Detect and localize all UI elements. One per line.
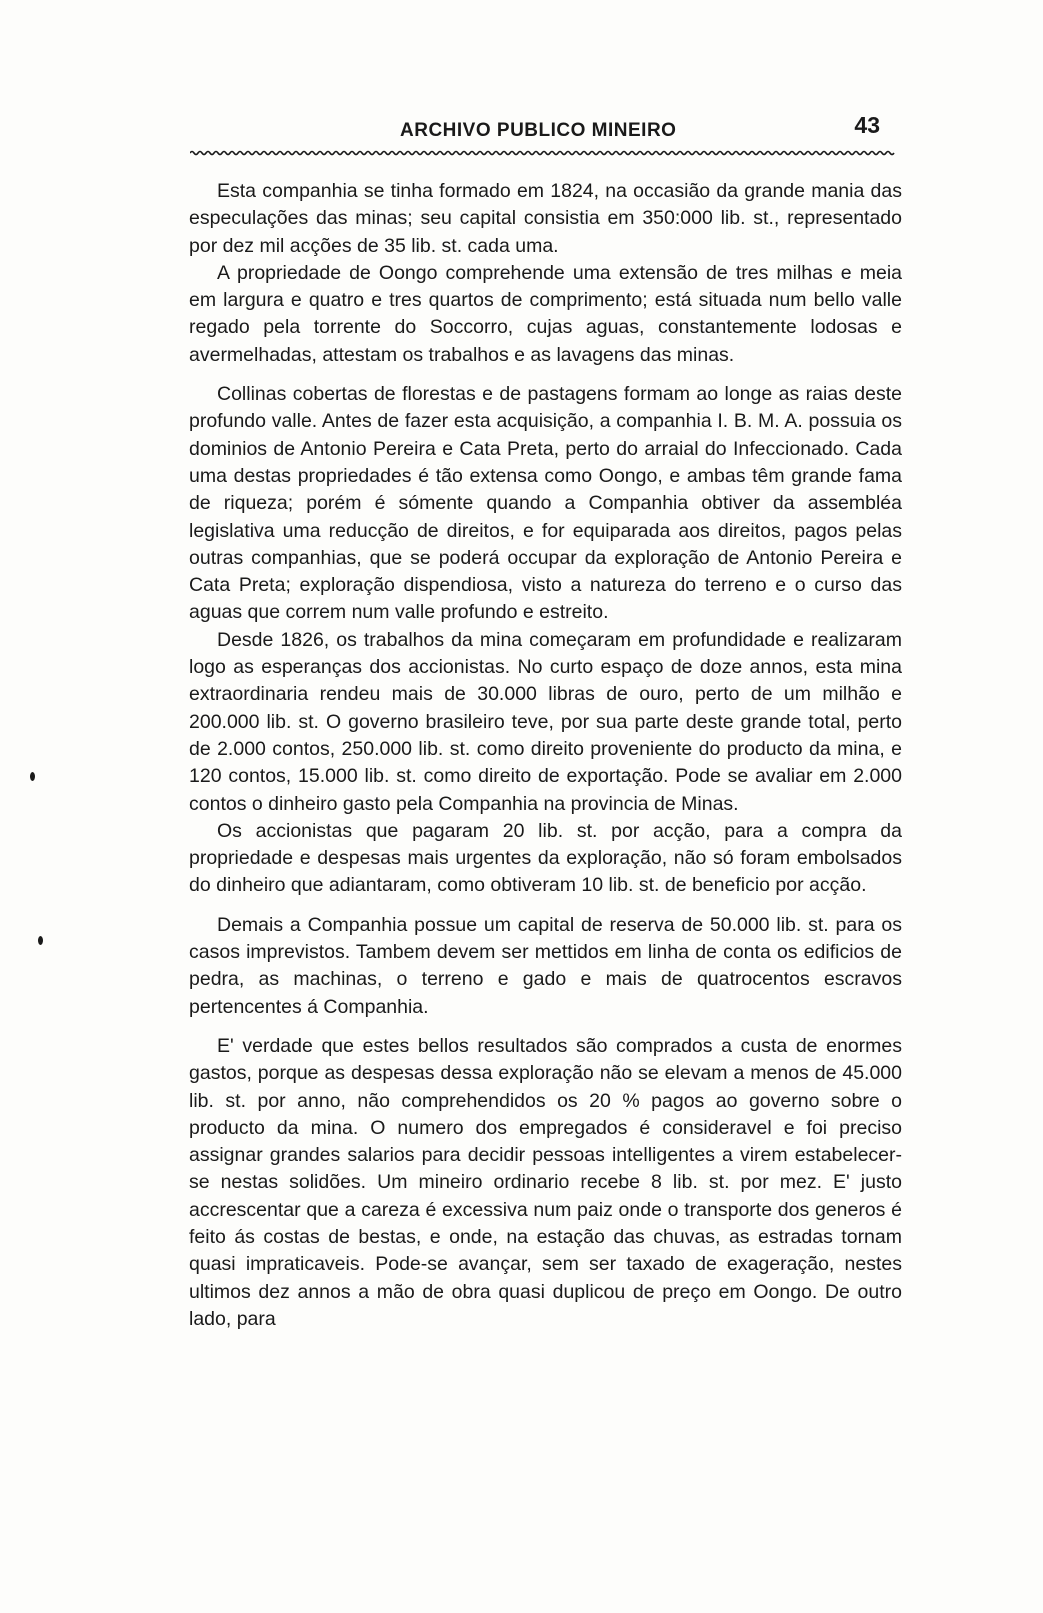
- paragraph: Os accionistas que pagaram 20 lib. st. por acção, para a compra da propriedade e despesas mais urgentes da exploração, não só foram embolsados do dinheiro que adiantaram, como obtiveram 10 lib. st. de beneficio por acção.: [189, 819, 902, 897]
- margin-mark: [38, 936, 43, 945]
- page-number: 43: [854, 112, 880, 138]
- header-rule: [190, 150, 895, 156]
- paragraph: A propriedade de Oongo comprehende uma extensão de tres milhas e meia em largura e quatro e tres quartos de comprimento; está situada num bello valle regado pela torrente do Soccorro, cujas aguas, constantemente lodosas e avermelhadas, attestam os trabalhos e as lavagens das minas.: [189, 261, 902, 366]
- paragraph: Collinas cobertas de florestas e de pastagens formam ao longe as raias deste profundo valle. Antes de fazer esta acquisição, a companhia I. B. M. A. possuia os dominios de Antonio Pereira e Cata Preta, perto do arraial do Infeccionado. Cada uma destas propriedades é tão extensa como Oongo, e ambas têm grande fama de riqueza; porém é sómente quando a Companhia obtiver da assembléa legislativa uma reducção de direitos, e for equiparada aos direitos, pagos pelas outras companhias, que se poderá occupar da exploração de Antonio Pereira e Cata Preta; exploração dispendiosa, visto a natureza do terreno e o curso das aguas que correm num valle profundo e estreito.: [189, 383, 902, 624]
- margin-mark: [30, 772, 35, 781]
- paragraph: E' verdade que estes bellos resultados são comprados a custa de enormes gastos, porque as despesas dessa exploração não se elevam a menos de 45.000 lib. st. por anno, não comprehendidos os 20 % pagos ao governo sobre o producto da mina. O numero dos empregados é consideravel e foi preciso assignar grandes salarios para decidir pessoas intelligentes a virem estabelecer-se nestas solidões. Um mineiro ordinario recebe 8 lib. st. por mez. E' justo accrescentar que a careza é excessiva num paiz onde o transporte dos generos é feito ás costas de bestas, e onde, na estação das chuvas, as estradas tornam quasi impraticaveis. Pode-se avançar, sem ser taxado de exageração, nestes ultimos dez annos a mão de obra quasi duplicou de preço em Oongo. De outro lado, para: [189, 1034, 902, 1330]
- header-title: ARCHIVO PUBLICO MINEIRO: [400, 120, 677, 141]
- body-text: [189, 178, 902, 1333]
- paragraph: Demais a Companhia possue um capital de reserva de 50.000 lib. st. para os casos imprevistos. Tambem devem ser mettidos em linha de conta os edificios de pedra, as machinas, o terreno e gado e mais de quatrocentos escravos pertencentes á Companhia.: [189, 913, 902, 1018]
- running-header: [190, 112, 902, 158]
- paragraph: Desde 1826, os trabalhos da mina começaram em profundidade e realizaram logo as esperanças dos accionistas. No curto espaço de doze annos, esta mina extraordinaria rendeu mais de 30.000 libras de ouro, perto de um milhão e 200.000 lib. st. O governo brasileiro teve, por sua parte deste grande total, perto de 2.000 contos, 250.000 lib. st. como direito proveniente do producto da mina, e 120 contos, 15.000 lib. st. como direito de exportação. Pode se avaliar em 2.000 contos o dinheiro gasto pela Companhia na provincia de Minas.: [189, 628, 902, 815]
- paragraph: Esta companhia se tinha formado em 1824, na occasião da grande mania das especulações das minas; seu capital consistia em 350:000 lib. st., representado por dez mil acções de 35 lib. st. cada uma.: [189, 180, 902, 257]
